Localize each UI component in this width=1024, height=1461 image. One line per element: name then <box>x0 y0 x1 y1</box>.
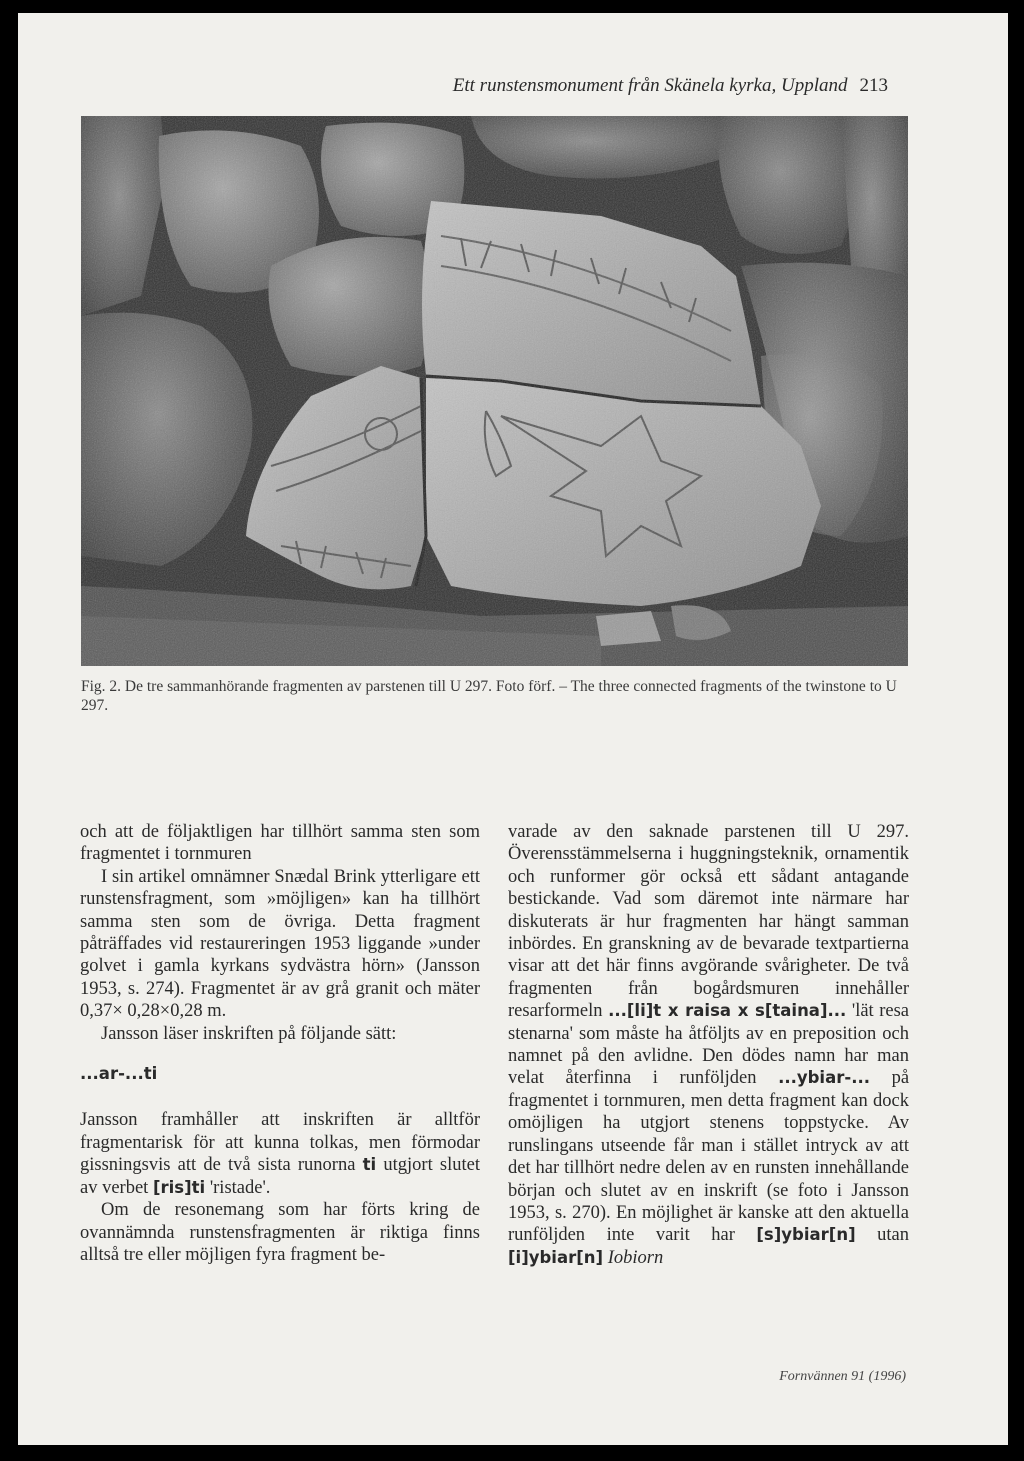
figure-photo <box>81 116 908 666</box>
rune-text: [ris]ti <box>152 1177 206 1197</box>
rune-text: [s]ybiar[n] <box>756 1225 856 1245</box>
text-run: 'ristade'. <box>209 1177 271 1198</box>
text-run: på fragmentet i tornmuren, men detta fragment kan dock omöjligen ha utgjort stenens toppstycke. Av runslingans utseende får man i stället intryck av att det har tillhört nedre delen av en runsten innehållande början och slutet av en inskrift (se foto i Jansson 1953, s. 270). En möjlighet är kanske att den aktuella runföljden inte varit har <box>508 1068 910 1246</box>
paragraph <box>80 1109 480 1199</box>
rune-text: ti <box>362 1155 377 1175</box>
text-run: Iobiorn <box>607 1247 664 1268</box>
page <box>18 13 1008 1445</box>
header-title: Ett runstensmonument från Skänela kyrka, Uppland <box>452 75 848 96</box>
figure-caption: Fig. 2. De tre sammanhörande fragmenten av parstenen till U 297. Foto förf. – The three connected fragments of the twinstone to U 297. <box>81 678 897 714</box>
text-run: varade av den saknade parstenen till U 297. Överensstämmelserna i huggningsteknik, ornamentik och runformer gör också ett sådant antagande bestickande. Vad som däremot inte närmare har diskuterats är hur fragmenten har hängt samman inbördes. En granskning av de bevarade textpartierna visar att det här finns avgörande svårigheter. De två fragmenten från bogårdsmuren innehåller resarformeln <box>508 822 909 1022</box>
rune-text: ...ybiar-... <box>778 1068 871 1088</box>
paragraph: Jansson läser inskriften på följande sätt: <box>101 1023 397 1044</box>
paragraph: I sin artikel omnämner Snædal Brink ytterligare ett runstensfragment, som »möjligen» kan ha tillhört samma sten som de övriga. Detta fragment påträffades vid restaureringen 1953 liggande »under golvet i gamla kyrkans sydvästra hörn» (Jansson 1953, s. 274). Fragmentet är av grå granit och mäter 0,37× 0,28×0,28 m. <box>80 866 480 1022</box>
left-column <box>80 821 480 1266</box>
text-run: Jansson framhåller att inskriften är alltför fragmentarisk för att kunna tolkas, men förmodar gissningsvis att de två sista runorna <box>80 1110 480 1176</box>
runestone-photo <box>81 116 908 666</box>
rune-text: ...[li]t x raisa x s[taina]... <box>608 1001 847 1021</box>
text-run: utgjort slutet av verbet <box>80 1155 480 1198</box>
paragraph <box>508 821 909 1269</box>
text-run: 'lät resa stenarna' som måste ha åtföljts av en preposition och namnet på den avlidne. Den dödes namn har man velat återfinna i runföljden <box>508 1001 910 1089</box>
running-header <box>453 75 888 97</box>
text-run: utan <box>877 1225 909 1246</box>
paragraph: Om de resonemang som har förts kring de ovannämnda runstensfragmenten är riktiga finns alltså tre eller möjligen fyra fragment be- <box>80 1200 480 1265</box>
right-column <box>508 821 909 1269</box>
rune-text: [i]ybiar[n] <box>508 1247 604 1267</box>
journal-footer: Fornvännen 91 (1996) <box>779 1369 906 1384</box>
page-number: 213 <box>859 75 888 96</box>
rune-transliteration <box>80 1063 480 1085</box>
rune-text: ...ar-...ti <box>80 1064 158 1084</box>
paragraph: och att de följaktligen har tillhört samma sten som fragmentet i tornmuren <box>80 822 480 865</box>
